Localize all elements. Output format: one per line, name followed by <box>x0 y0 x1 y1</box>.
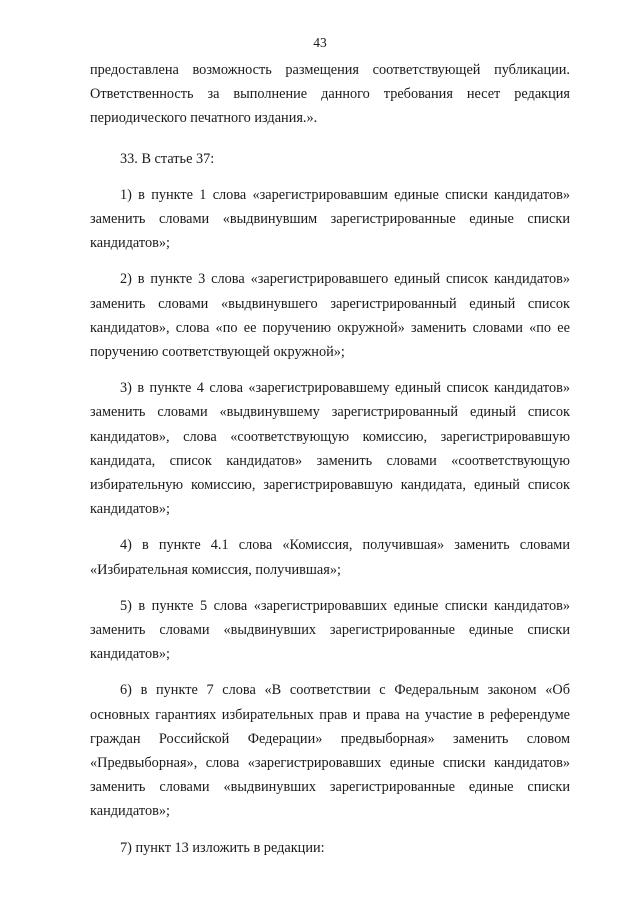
paragraph-item-1: 1) в пункте 1 слова «зарегистрировавшим единые списки кандидатов» заменить словами «выдвинувшим зарегистрированные единые списки кандидатов»; <box>90 186 570 252</box>
document-body <box>90 58 570 860</box>
paragraph-continuation: предоставлена возможность размещения соответствующей публикации. Ответственность за выполнение данного требования несет редакция периодического печатного издания.». <box>90 62 570 127</box>
paragraph-item-3: 3) в пункте 4 слова «зарегистрировавшему единый список кандидатов» заменить словами «выдвинувшему зарегистрированный единый список кандидатов», слова «соответствующую комиссию, зарегистрировавшую кандидата, список кандидатов» заменить словами «соответствующую избирательную комиссию, зарегистрировавшую кандидата, единый список кандидатов»; <box>90 380 570 518</box>
page-number: 43 <box>313 35 327 50</box>
paragraph-item-2: 2) в пункте 3 слова «зарегистрировавшего единый список кандидатов» заменить словами «выдвинувшего зарегистрированный единый список кандидатов», слова «по ее поручению окружной» заменить словами «по ее поручению соответствующей окружной»; <box>90 271 570 361</box>
paragraph-article-heading: 33. В статье 37: <box>120 150 215 167</box>
paragraph-item-7: 7) пункт 13 изложить в редакции: <box>120 839 325 856</box>
paragraph-item-6: 6) в пункте 7 слова «В соответствии с Федеральным законом «Об основных гарантиях избирательных прав и права на участие в референдуме граждан Российской Федерации» предвыборная» заменить словом «Предвыборная», слова «зарегистрировавших единые списки кандидатов» заменить словами «выдвинувших зарегистрированные единые списки кандидатов»; <box>90 682 570 820</box>
paragraph-item-5: 5) в пункте 5 слова «зарегистрировавших единые списки кандидатов» заменить словами «выдвинувших зарегистрированные единые списки кандидатов»; <box>90 597 570 663</box>
paragraph-item-4: 4) в пункте 4.1 слова «Комиссия, получившая» заменить словами «Избирательная комиссия, получившая»; <box>90 537 570 578</box>
